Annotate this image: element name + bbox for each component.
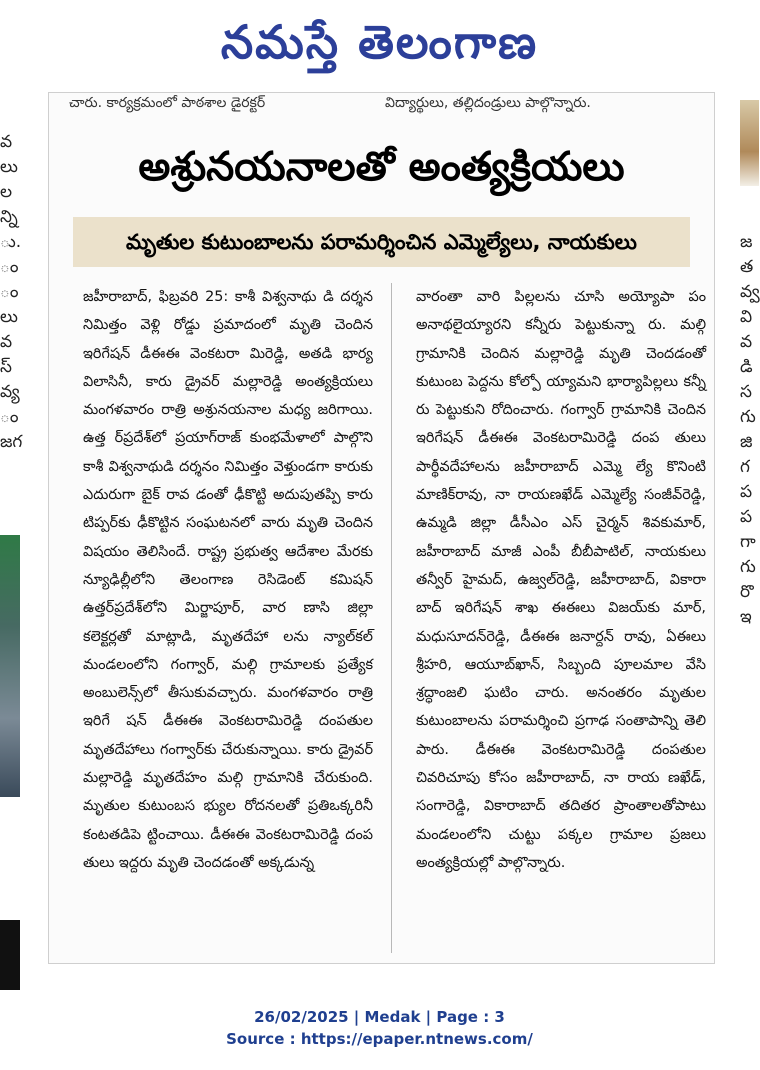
page-footer [0, 1006, 759, 1050]
fragment: ు. [0, 232, 22, 252]
fragment: గు [740, 557, 756, 577]
previous-article-left-text: చారు. కార్యక్రమంలో పాఠశాల డైరక్టర్ [69, 95, 266, 111]
fragment: వ [740, 332, 753, 352]
fragment: వ [0, 332, 13, 352]
fragment: ప [740, 507, 753, 527]
fragment: ఇ [740, 607, 752, 627]
fragment: గు [740, 407, 756, 427]
fragment: వ్య [0, 382, 20, 402]
fragment: వ [0, 132, 13, 152]
fragment: వ్వ [740, 282, 760, 302]
article-clipping [48, 92, 715, 964]
fragment: గా [740, 532, 756, 552]
fragment: ప [740, 482, 753, 502]
fragment: జగ [0, 432, 23, 452]
previous-article-tail [69, 95, 689, 119]
edition-info: 26/02/2025 | Medak | Page : 3 [254, 1008, 505, 1026]
adjacent-photo-left [0, 535, 20, 797]
fragment: రొ [740, 582, 754, 602]
fragment: ల [0, 182, 13, 202]
fragment: ం [0, 257, 19, 277]
adjacent-headline-left [0, 920, 20, 990]
adjacent-photo-right [740, 100, 759, 186]
fragment: లు [0, 157, 18, 177]
fragment: ం [0, 282, 19, 302]
article-subheadline: మృతుల కుటుంబాలను పరామర్శించిన ఎమ్మెల్యేలు, నాయకులు [73, 217, 690, 267]
fragment: జి [740, 432, 753, 452]
newspaper-masthead: నమస్తే తెలంగాణ [220, 15, 539, 69]
fragment: లు [0, 307, 18, 327]
fragment: న్ని [0, 207, 18, 227]
fragment: వి [740, 307, 753, 327]
fragment: స్ [0, 357, 12, 377]
adjacent-article-left-fragment [0, 130, 23, 470]
previous-article-right-text: విద్యార్థులు, తల్లిదండ్రులు పాల్గొన్నారు. [385, 95, 591, 111]
source-link: Source : https://epaper.ntnews.com/ [226, 1030, 533, 1048]
article-column-2: వారంతా వారి పిల్లలను చూసి అయ్యోపా పం అనాథలైయ్యారని కన్నీరు పెట్టుకున్నా రు. మల్గి గ్రామానికి చెందిన మల్లారెడ్డి మృతి చెందడంతో కుటుంబ పెద్దను కోల్పో య్యామని భార్యాపిల్లలు కన్నీ రు పెట్టుకుని రోదించారు. గంగ్వార్ గ్రామానికి చెందిన ఇరిగేషన్ డీఈఈ వెంకటరామిరెడ్డి దంప తులు పార్థీవదేహాలను జహీరాబాద్ ఎమ్మె ల్యే కొనింటి మాణిక్‌రావు, నా రాయణఖేడ్ ఎమ్మెల్యే సంజీవ్‌రెడ్డి, ఉమ్మడి జిల్లా డీసీఎం ఎస్ చైర్మన్ శివకుమార్, జహీరాబాద్ మాజీ ఎంపీ బీబీపాటిల్, నాయకులు తన్వీర్ హైమద్, ఉజ్వల్‌రెడ్డి, జహీరాబాద్, వికారా బాద్ ఇరిగేషన్ శాఖ ఈఈలు విజయ్‌కు మార్, మధుసూదన్‌రెడ్డి, డీఈఈ జనార్దన్ రావు, ఏఈలు శ్రీహరి, ఆయూబ్‌ఖాన్, సిబ్బంది పూలమాల వేసి శ్రద్ధాంజలి ఘటిం చారు. అనంతరం మృతుల కుటుంబాలను పరామర్శించి ప్రగాఢ సంతాపాన్ని తెలి పారు. డీఈఈ వెంకటరామిరెడ్డి దంపతుల చివరిచూపు కోసం జహీరాబాద్, నా రాయ ణఖేడ్, సంగారెడ్డి, వికారాబాద్ తదితర ప్రాంతాలతోపాటు మండలంలోని చుట్టు పక్కల గ్రామాల ప్రజలు అంత్యక్రియల్లో పాల్గొన్నారు. [416, 289, 706, 871]
article-headline: అశ్రునయనాలతో అంత్యక్రియలు [138, 144, 625, 190]
column-divider [391, 283, 392, 953]
fragment: ం [0, 407, 19, 427]
article-column-1: జహీరాబాద్, ఫిబ్రవరి 25: కాశీ విశ్వనాథు డి దర్శన నిమిత్తం వెళ్లి రోడ్డు ప్రమాదంలో మృతి చెందిన ఇరిగేషన్ డీఈఈ వెంకటరా మిరెడ్డి, అతడి భార్య విలాసినీ, కారు డ్రైవర్ మల్లారెడ్డి అంత్యక్రియలు మంగళవారం రాత్రి అశ్రునయనాల మధ్య జరిగాయి. ఉత్త ర్‌ప్రదేశ్‌లో ప్రయాగ్‌రాజ్ కుంభమేళాలో పాల్గొని కాశీ విశ్వనాథుడి దర్శనం నిమిత్తం వెళ్తుండగా కారుకు ఎదురుగా బైక్ రావ డంతో ఢీకొట్టి అదుపుతప్పి కారు టిప్పర్‌కు ఢీకొట్టిన సంఘటనలో వారు మృతి చెందిన విషయం తెలిసిందే. రాష్ట్ర ప్రభుత్వ ఆదేశాల మేరకు న్యూఢిల్లీలోని తెలంగాణ రెసిడెంట్ కమిషన్ ఉత్తర్‌ప్రదేశ్‌లోని మిర్జాపూర్, వార ణాసి జిల్లా కలెక్టర్లతో మాట్లాడి, మృతదేహా లను న్యాల్‌కల్ మండలంలోని గంగ్వార్, మల్గి గ్రామాలకు ప్రత్యేక అంబులెన్స్‌లో తీసుకువచ్చారు. మంగళవారం రాత్రి ఇరిగే షన్ డీఈఈ వెంకటరామిరెడ్డి దంపతుల మృతదేహాలు గంగ్వార్‌కు చేరుకున్నాయి. కారు డ్రైవర్ మల్లారెడ్డి మృతదేహం మల్గి గ్రామానికి చేరుకుంది. మృతుల కుటుంబస భ్యుల రోదనలతో ప్రతిఒక్కరినీ కంటతడిపె ట్టించాయి. డీఈఈ వెంకటరామిరెడ్డి దంప తులు ఇద్దరు మృతి చెందడంతో అక్కడున్న [83, 289, 373, 871]
fragment: త [740, 257, 754, 277]
fragment: డి [740, 357, 753, 377]
adjacent-article-right-fragment [740, 230, 759, 890]
fragment: జ [740, 232, 753, 252]
fragment: గ [740, 457, 750, 477]
fragment: స [740, 382, 752, 402]
